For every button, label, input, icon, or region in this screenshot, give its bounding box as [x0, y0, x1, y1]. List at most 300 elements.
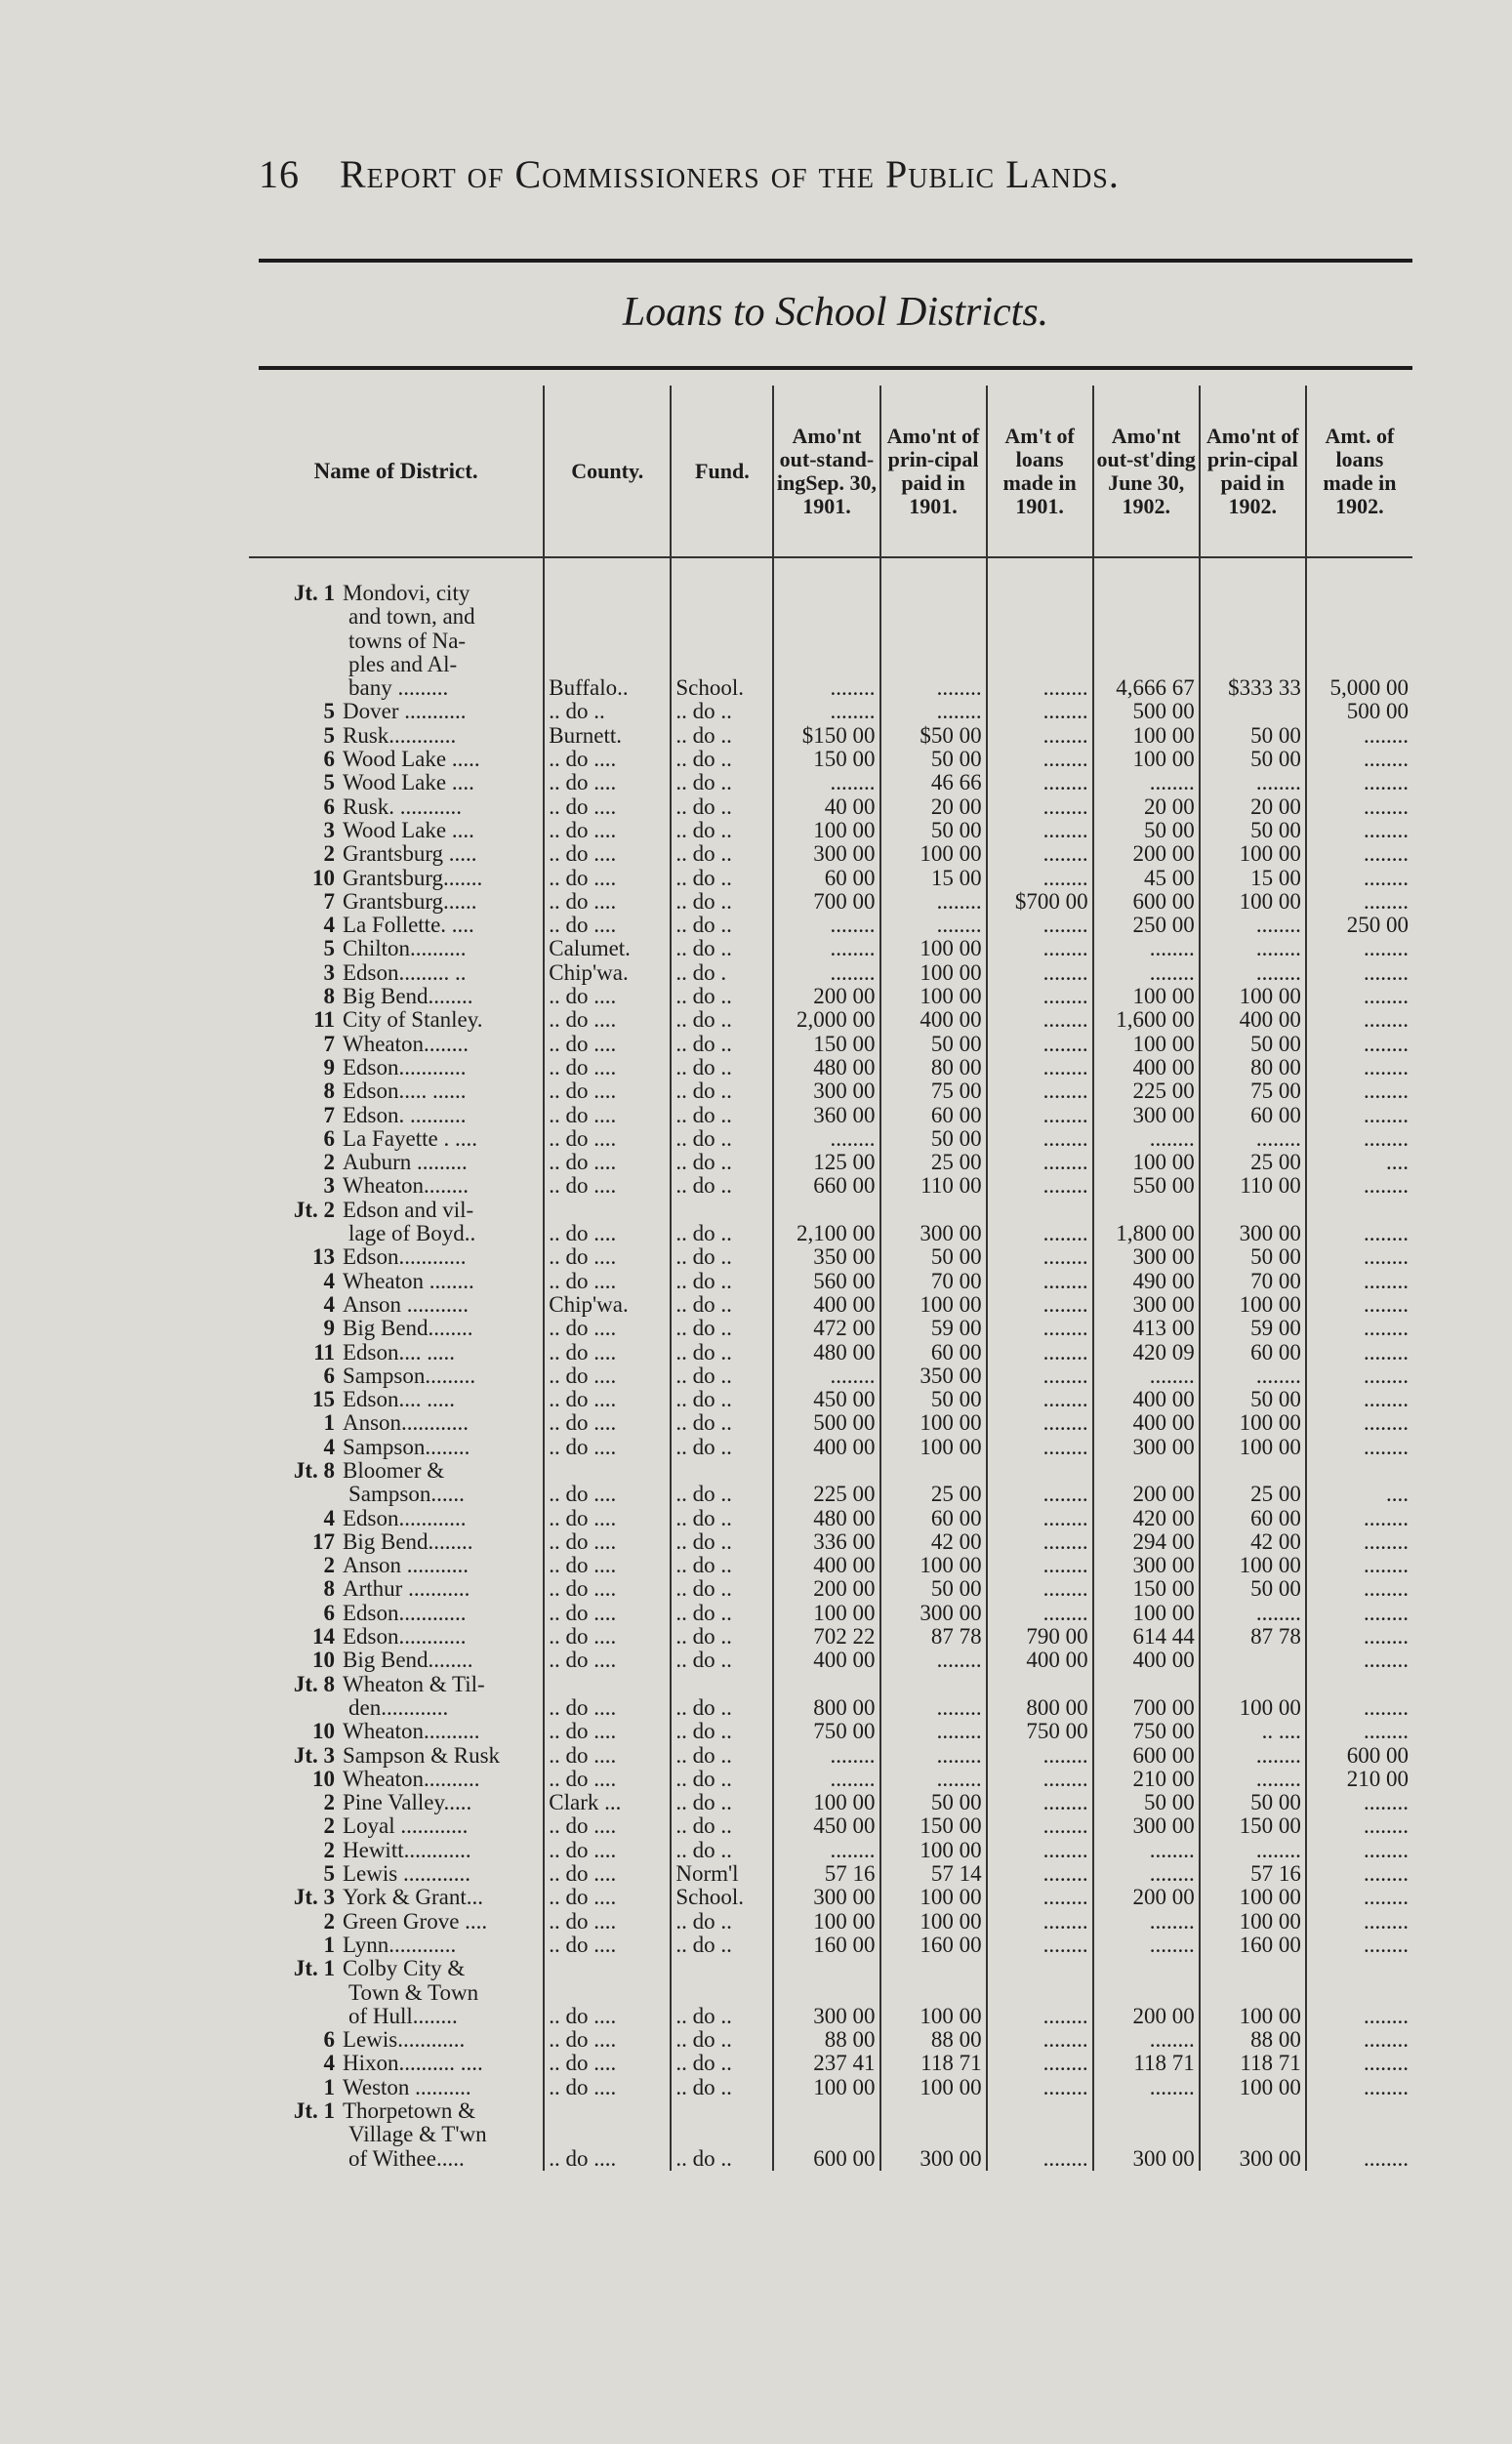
district-number: 1	[323, 1933, 335, 1957]
amount-outstanding-1902-cell: 300 00	[1093, 1104, 1200, 1127]
county-cell: .. do ....	[544, 914, 671, 937]
fund-cell: .. do ..	[671, 1127, 773, 1151]
amount-outstanding-1902-cell: 700 00	[1093, 1673, 1200, 1721]
district-cell	[249, 1151, 544, 1174]
district-number: 15	[312, 1388, 335, 1412]
principal-paid-1901-cell: 50 00	[880, 1245, 987, 1269]
loans-made-1902-cell: ........	[1306, 1199, 1412, 1246]
principal-paid-1901-cell: 150 00	[880, 1814, 987, 1838]
principal-paid-1901-cell: ........	[880, 890, 987, 914]
county-cell: .. do ....	[544, 1530, 671, 1554]
loans-made-1902-cell: ........	[1306, 1886, 1412, 1909]
district-number: 13	[312, 1245, 335, 1270]
amount-outstanding-1902-cell: 300 00	[1093, 1293, 1200, 1317]
loans-made-1902-cell: ........	[1306, 1507, 1412, 1530]
district-cell	[249, 1365, 544, 1388]
county-cell: .. do ....	[544, 1245, 671, 1269]
district-number: 3	[323, 1174, 335, 1199]
loans-made-1901-cell: ........	[987, 1862, 1093, 1886]
principal-paid-1901-cell: ........	[880, 914, 987, 937]
district-name: Sampson & Rusk	[343, 1743, 501, 1768]
loans-made-1902-cell: ....	[1306, 1151, 1412, 1174]
principal-paid-1902-cell	[1200, 1649, 1306, 1672]
amount-outstanding-1902-cell: 420 00	[1093, 1507, 1200, 1530]
column-header: Amt. of loans made in 1902.	[1306, 386, 1412, 557]
principal-paid-1901-cell: 60 00	[880, 1341, 987, 1365]
principal-paid-1902-cell: 57 16	[1200, 1862, 1306, 1886]
table-row	[249, 1436, 1412, 1459]
fund-cell: .. do ..	[671, 1625, 773, 1649]
district-number: 4	[323, 1506, 335, 1530]
principal-paid-1902-cell: ........	[1200, 771, 1306, 794]
district-number: 9	[323, 1055, 335, 1079]
column-header: Amo'nt of prin-cipal paid in 1902.	[1200, 386, 1306, 557]
district-number: 2	[323, 1838, 335, 1862]
principal-paid-1901-cell: $50 00	[880, 724, 987, 748]
loans-made-1902-cell: ........	[1306, 724, 1412, 748]
district-number: Jt. 3	[293, 1743, 335, 1768]
loans-made-1902-cell: ........	[1306, 1033, 1412, 1056]
loans-made-1901-cell: ........	[987, 842, 1093, 866]
district-cell	[249, 1079, 544, 1103]
district-name: Big Bend........	[343, 985, 473, 1009]
district-number: 5	[323, 1862, 335, 1887]
amount-outstanding-1901-cell: 300 00	[773, 842, 879, 866]
amount-outstanding-1902-cell: 400 00	[1093, 1388, 1200, 1411]
fund-cell: .. do ..	[671, 1649, 773, 1672]
principal-paid-1901-cell: 300 00	[880, 1199, 987, 1246]
table-row	[249, 1886, 1412, 1909]
table-row	[249, 582, 1412, 700]
top-rule	[259, 259, 1412, 263]
loans-made-1902-cell: ........	[1306, 1554, 1412, 1577]
district-number: Jt. 8	[293, 1672, 335, 1696]
amount-outstanding-1902-cell: 250 00	[1093, 914, 1200, 937]
fund-cell: .. do ..	[671, 1507, 773, 1530]
county-cell: .. do ....	[544, 1459, 671, 1507]
district-name: Edson............	[343, 1055, 467, 1079]
loans-made-1902-cell: ........	[1306, 1791, 1412, 1814]
amount-outstanding-1901-cell: ........	[773, 937, 879, 960]
district-name: Wheaton & Til-	[343, 1672, 485, 1696]
amount-outstanding-1901-cell: 500 00	[773, 1411, 879, 1435]
district-number: 2	[323, 1554, 335, 1578]
county-cell: .. do ....	[544, 1151, 671, 1174]
fund-cell: .. do ..	[671, 1910, 773, 1934]
district-cell	[249, 1199, 544, 1246]
fund-cell: .. do ..	[671, 1554, 773, 1577]
fund-cell: .. do ..	[671, 842, 773, 866]
loans-made-1902-cell: ........	[1306, 771, 1412, 794]
fund-cell: .. do ..	[671, 1436, 773, 1459]
amount-outstanding-1901-cell: 450 00	[773, 1814, 879, 1838]
amount-outstanding-1902-cell: 500 00	[1093, 700, 1200, 723]
fund-cell: .. do ..	[671, 1720, 773, 1743]
county-cell: .. do ..	[544, 700, 671, 723]
principal-paid-1902-cell: ........	[1200, 1744, 1306, 1768]
table-row	[249, 1577, 1412, 1601]
loans-made-1902-cell: 210 00	[1306, 1768, 1412, 1791]
district-number: Jt. 8	[293, 1458, 335, 1483]
fund-cell: .. do ..	[671, 1293, 773, 1317]
loans-made-1902-cell: 250 00	[1306, 914, 1412, 937]
district-cell	[249, 819, 544, 842]
county-cell: .. do ....	[544, 842, 671, 866]
table-row	[249, 1530, 1412, 1554]
fund-cell: .. do ..	[671, 1673, 773, 1721]
district-name: Edson.... .....	[343, 1340, 455, 1365]
county-cell: .. do ....	[544, 1079, 671, 1103]
table-row	[249, 2052, 1412, 2075]
county-cell: .. do ....	[544, 867, 671, 890]
table-row	[249, 1293, 1412, 1317]
loans-made-1902-cell: ........	[1306, 1814, 1412, 1838]
fund-cell: .. do ..	[671, 1199, 773, 1246]
loans-made-1902-cell: ........	[1306, 1293, 1412, 1317]
amount-outstanding-1902-cell: 100 00	[1093, 748, 1200, 771]
loans-made-1902-cell: ........	[1306, 1008, 1412, 1032]
amount-outstanding-1902-cell: 400 00	[1093, 1411, 1200, 1435]
amount-outstanding-1901-cell: 480 00	[773, 1056, 879, 1079]
loans-made-1901-cell: ........	[987, 2028, 1093, 2052]
fund-cell: School.	[671, 582, 773, 700]
table-row	[249, 985, 1412, 1008]
principal-paid-1902-cell: 87 78	[1200, 1625, 1306, 1649]
district-name: Edson. ..........	[343, 1103, 467, 1127]
amount-outstanding-1901-cell: 360 00	[773, 1104, 879, 1127]
page-number: 16	[259, 152, 300, 196]
principal-paid-1901-cell: 160 00	[880, 1934, 987, 1957]
table-row	[249, 819, 1412, 842]
principal-paid-1902-cell: 110 00	[1200, 1174, 1306, 1198]
amount-outstanding-1901-cell: ........	[773, 1768, 879, 1791]
fund-cell: .. do ..	[671, 795, 773, 819]
table-row	[249, 1341, 1412, 1365]
county-cell: .. do ....	[544, 1577, 671, 1601]
principal-paid-1902-cell: 42 00	[1200, 1530, 1306, 1554]
district-name: Edson............	[343, 1506, 467, 1530]
principal-paid-1901-cell: 50 00	[880, 1127, 987, 1151]
loans-made-1902-cell: ........	[1306, 1934, 1412, 1957]
amount-outstanding-1902-cell: 1,800 00	[1093, 1199, 1200, 1246]
amount-outstanding-1902-cell: ........	[1093, 771, 1200, 794]
principal-paid-1902-cell: 118 71	[1200, 2052, 1306, 2075]
principal-paid-1901-cell: 70 00	[880, 1270, 987, 1293]
county-cell: .. do ....	[544, 2052, 671, 2075]
table-row	[249, 1814, 1412, 1838]
loans-made-1902-cell: ........	[1306, 1341, 1412, 1365]
table-row	[249, 1768, 1412, 1791]
loans-made-1901-cell: ........	[987, 1910, 1093, 1934]
district-cell	[249, 1862, 544, 1886]
principal-paid-1902-cell: 50 00	[1200, 1791, 1306, 1814]
loans-made-1902-cell: ........	[1306, 1862, 1412, 1886]
amount-outstanding-1901-cell: ........	[773, 700, 879, 723]
principal-paid-1902-cell: 50 00	[1200, 819, 1306, 842]
district-name-continued: of Hull........	[348, 2003, 458, 2028]
amount-outstanding-1901-cell: ........	[773, 961, 879, 985]
table-row	[249, 1104, 1412, 1127]
principal-paid-1901-cell: ........	[880, 1649, 987, 1672]
principal-paid-1901-cell: 100 00	[880, 1293, 987, 1317]
fund-cell: .. do ..	[671, 1530, 773, 1554]
principal-paid-1901-cell: 50 00	[880, 819, 987, 842]
table-row	[249, 1127, 1412, 1151]
amount-outstanding-1902-cell: 225 00	[1093, 1079, 1200, 1103]
fund-cell: .. do ..	[671, 1839, 773, 1862]
district-cell	[249, 2028, 544, 2052]
amount-outstanding-1901-cell: 2,100 00	[773, 1199, 879, 1246]
loans-made-1901-cell: ........	[987, 1151, 1093, 1174]
county-cell: .. do ....	[544, 1341, 671, 1365]
district-cell	[249, 1317, 544, 1340]
loans-made-1901-cell: ........	[987, 795, 1093, 819]
district-cell	[249, 2052, 544, 2075]
district-name-continued: towns of Na-	[348, 628, 467, 653]
loans-made-1901-cell: ........	[987, 2076, 1093, 2099]
district-number: Jt. 2	[293, 1198, 335, 1222]
district-number: 6	[323, 2028, 335, 2053]
loans-made-1901-cell: ........	[987, 1886, 1093, 1909]
principal-paid-1901-cell: 50 00	[880, 1791, 987, 1814]
loans-made-1901-cell: ........	[987, 1744, 1093, 1768]
fund-cell: .. do ..	[671, 937, 773, 960]
amount-outstanding-1901-cell: 600 00	[773, 2099, 879, 2171]
principal-paid-1901-cell: 100 00	[880, 937, 987, 960]
principal-paid-1901-cell: 100 00	[880, 1886, 987, 1909]
district-cell	[249, 1245, 544, 1269]
district-number: 5	[323, 771, 335, 795]
principal-paid-1902-cell: ........	[1200, 1365, 1306, 1388]
amount-outstanding-1902-cell: 300 00	[1093, 1436, 1200, 1459]
loans-made-1902-cell: ........	[1306, 1602, 1412, 1625]
district-cell	[249, 795, 544, 819]
county-cell: .. do ....	[544, 985, 671, 1008]
district-name: La Fayette . ....	[343, 1126, 477, 1151]
district-name: Chilton..........	[343, 937, 467, 961]
amount-outstanding-1901-cell: 480 00	[773, 1507, 879, 1530]
district-name: Anson ...........	[343, 1554, 470, 1578]
amount-outstanding-1901-cell: 472 00	[773, 1317, 879, 1340]
amount-outstanding-1901-cell: 100 00	[773, 819, 879, 842]
loans-made-1902-cell: ........	[1306, 2052, 1412, 2075]
district-name: Hewitt............	[343, 1838, 471, 1862]
amount-outstanding-1901-cell: 300 00	[773, 1886, 879, 1909]
fund-cell: .. do ..	[671, 1768, 773, 1791]
loans-made-1901-cell: ........	[987, 1104, 1093, 1127]
principal-paid-1902-cell: 60 00	[1200, 1507, 1306, 1530]
column-header: Amo'nt out-stand-ingSep. 30, 1901.	[773, 386, 879, 557]
district-name: Auburn .........	[343, 1151, 468, 1175]
loans-made-1901-cell: ........	[987, 1388, 1093, 1411]
district-cell	[249, 842, 544, 866]
amount-outstanding-1901-cell: 88 00	[773, 2028, 879, 2052]
amount-outstanding-1901-cell: 100 00	[773, 1602, 879, 1625]
amount-outstanding-1901-cell: 400 00	[773, 1649, 879, 1672]
principal-paid-1901-cell: 75 00	[880, 1079, 987, 1103]
county-cell: .. do ....	[544, 1270, 671, 1293]
fund-cell: .. do ..	[671, 1388, 773, 1411]
county-cell: .. do ....	[544, 1839, 671, 1862]
loans-made-1902-cell: ........	[1306, 1174, 1412, 1198]
loans-made-1901-cell: ........	[987, 1459, 1093, 1507]
fund-cell: .. do ..	[671, 1459, 773, 1507]
principal-paid-1901-cell: ........	[880, 700, 987, 723]
table-row	[249, 1365, 1412, 1388]
amount-outstanding-1902-cell: 300 00	[1093, 1554, 1200, 1577]
fund-cell: .. do ..	[671, 867, 773, 890]
principal-paid-1902-cell: 100 00	[1200, 890, 1306, 914]
amount-outstanding-1902-cell: ........	[1093, 961, 1200, 985]
loans-made-1902-cell: ........	[1306, 2076, 1412, 2099]
fund-cell: .. do ..	[671, 1317, 773, 1340]
district-name: Lewis............	[343, 2028, 466, 2053]
loans-made-1902-cell: 500 00	[1306, 700, 1412, 723]
county-cell: .. do ....	[544, 771, 671, 794]
district-cell	[249, 1530, 544, 1554]
fund-cell: .. do ..	[671, 819, 773, 842]
principal-paid-1902-cell: ........	[1200, 1127, 1306, 1151]
table-row	[249, 1174, 1412, 1198]
amount-outstanding-1901-cell: $150 00	[773, 724, 879, 748]
county-cell: .. do ....	[544, 1127, 671, 1151]
district-name-continued: lage of Boyd..	[348, 1221, 476, 1246]
county-cell: .. do ....	[544, 795, 671, 819]
table-row	[249, 1245, 1412, 1269]
loans-made-1902-cell: ........	[1306, 1104, 1412, 1127]
district-number: 1	[323, 1411, 335, 1436]
district-name: Big Bend........	[343, 1649, 473, 1673]
amount-outstanding-1901-cell: 150 00	[773, 1033, 879, 1056]
amount-outstanding-1901-cell: 100 00	[773, 1791, 879, 1814]
principal-paid-1901-cell: 50 00	[880, 1033, 987, 1056]
principal-paid-1901-cell: 350 00	[880, 1365, 987, 1388]
amount-outstanding-1901-cell: 400 00	[773, 1436, 879, 1459]
fund-cell: .. do .	[671, 961, 773, 985]
district-number: 2	[323, 1814, 335, 1839]
district-name: Dover ...........	[343, 700, 467, 724]
principal-paid-1901-cell: 50 00	[880, 1577, 987, 1601]
loans-made-1901-cell: ........	[987, 2099, 1093, 2171]
district-number: 6	[323, 1364, 335, 1388]
loans-made-1901-cell: 790 00	[987, 1625, 1093, 1649]
district-name: City of Stanley.	[343, 1008, 483, 1033]
fund-cell: .. do ..	[671, 1934, 773, 1957]
principal-paid-1902-cell: 25 00	[1200, 1459, 1306, 1507]
district-name: Edson............	[343, 1245, 467, 1270]
loans-made-1901-cell: ........	[987, 1934, 1093, 1957]
amount-outstanding-1901-cell: 100 00	[773, 2076, 879, 2099]
district-name: Anson............	[343, 1411, 470, 1436]
amount-outstanding-1902-cell: ........	[1093, 2028, 1200, 2052]
principal-paid-1901-cell: 100 00	[880, 842, 987, 866]
principal-paid-1902-cell: ........	[1200, 1839, 1306, 1862]
district-cell	[249, 1033, 544, 1056]
principal-paid-1902-cell: $333 33	[1200, 582, 1306, 700]
district-name: Lynn............	[343, 1933, 457, 1957]
fund-cell: .. do ..	[671, 2052, 773, 2075]
district-number: 6	[323, 794, 335, 819]
loans-made-1901-cell: ........	[987, 819, 1093, 842]
fund-cell: .. do ..	[671, 2028, 773, 2052]
fund-cell: .. do ..	[671, 1056, 773, 1079]
district-name: Mondovi, city	[343, 582, 470, 605]
amount-outstanding-1901-cell: ........	[773, 914, 879, 937]
loans-made-1902-cell: ........	[1306, 1577, 1412, 1601]
principal-paid-1901-cell: 25 00	[880, 1151, 987, 1174]
table-row	[249, 795, 1412, 819]
fund-cell: .. do ..	[671, 771, 773, 794]
fund-cell: .. do ..	[671, 1744, 773, 1768]
loans-made-1901-cell: 800 00	[987, 1673, 1093, 1721]
district-name-continued: of Withee.....	[348, 2145, 465, 2171]
column-header: Fund.	[671, 386, 773, 557]
loans-made-1901-cell: ........	[987, 961, 1093, 985]
amount-outstanding-1901-cell: 200 00	[773, 985, 879, 1008]
column-header: Am't of loans made in 1901.	[987, 386, 1093, 557]
loans-made-1902-cell: ........	[1306, 1270, 1412, 1293]
principal-paid-1901-cell: ........	[880, 1768, 987, 1791]
district-cell	[249, 1270, 544, 1293]
district-name: Edson.... .....	[343, 1388, 455, 1412]
loans-made-1902-cell: 600 00	[1306, 1744, 1412, 1768]
county-cell: Calumet.	[544, 937, 671, 960]
district-cell	[249, 1791, 544, 1814]
loans-made-1901-cell: ........	[987, 1033, 1093, 1056]
amount-outstanding-1902-cell: 400 00	[1093, 1649, 1200, 1672]
amount-outstanding-1901-cell: 125 00	[773, 1151, 879, 1174]
loans-made-1902-cell: ........	[1306, 1411, 1412, 1435]
loans-made-1901-cell: 400 00	[987, 1649, 1093, 1672]
district-name: York & Grant...	[343, 1886, 483, 1910]
amount-outstanding-1902-cell: 600 00	[1093, 1744, 1200, 1768]
principal-paid-1901-cell: 100 00	[880, 1411, 987, 1435]
principal-paid-1902-cell: 100 00	[1200, 1293, 1306, 1317]
loans-table	[249, 386, 1412, 2171]
fund-cell: .. do ..	[671, 1602, 773, 1625]
table-header-row	[249, 386, 1412, 557]
district-number: 2	[323, 1909, 335, 1934]
loans-made-1901-cell: ........	[987, 1245, 1093, 1269]
district-name: La Follette. ....	[343, 914, 474, 938]
loans-made-1902-cell: ........	[1306, 1839, 1412, 1862]
district-number: 5	[323, 700, 335, 724]
table-row	[249, 2099, 1412, 2171]
district-cell	[249, 1839, 544, 1862]
district-number: 7	[323, 889, 335, 914]
amount-outstanding-1902-cell: 118 71	[1093, 2052, 1200, 2075]
principal-paid-1901-cell: 110 00	[880, 1174, 987, 1198]
running-title: Report of Commissioners of the Public Lands.	[340, 152, 1120, 196]
table-row	[249, 700, 1412, 723]
table-row	[249, 771, 1412, 794]
table-row	[249, 1934, 1412, 1957]
district-name: Edson and vil-	[343, 1198, 474, 1222]
loans-made-1901-cell: ........	[987, 1577, 1093, 1601]
principal-paid-1901-cell: 46 66	[880, 771, 987, 794]
fund-cell: .. do ..	[671, 1814, 773, 1838]
principal-paid-1901-cell: 87 78	[880, 1625, 987, 1649]
table-row	[249, 937, 1412, 960]
loans-made-1901-cell: ........	[987, 1199, 1093, 1246]
district-number: 4	[323, 914, 335, 938]
principal-paid-1901-cell: 300 00	[880, 2099, 987, 2171]
district-name-continued: bany .........	[348, 675, 449, 701]
district-number: 10	[312, 1720, 335, 1744]
district-number: 9	[323, 1317, 335, 1341]
principal-paid-1901-cell: 100 00	[880, 1910, 987, 1934]
county-cell: .. do ....	[544, 1934, 671, 1957]
